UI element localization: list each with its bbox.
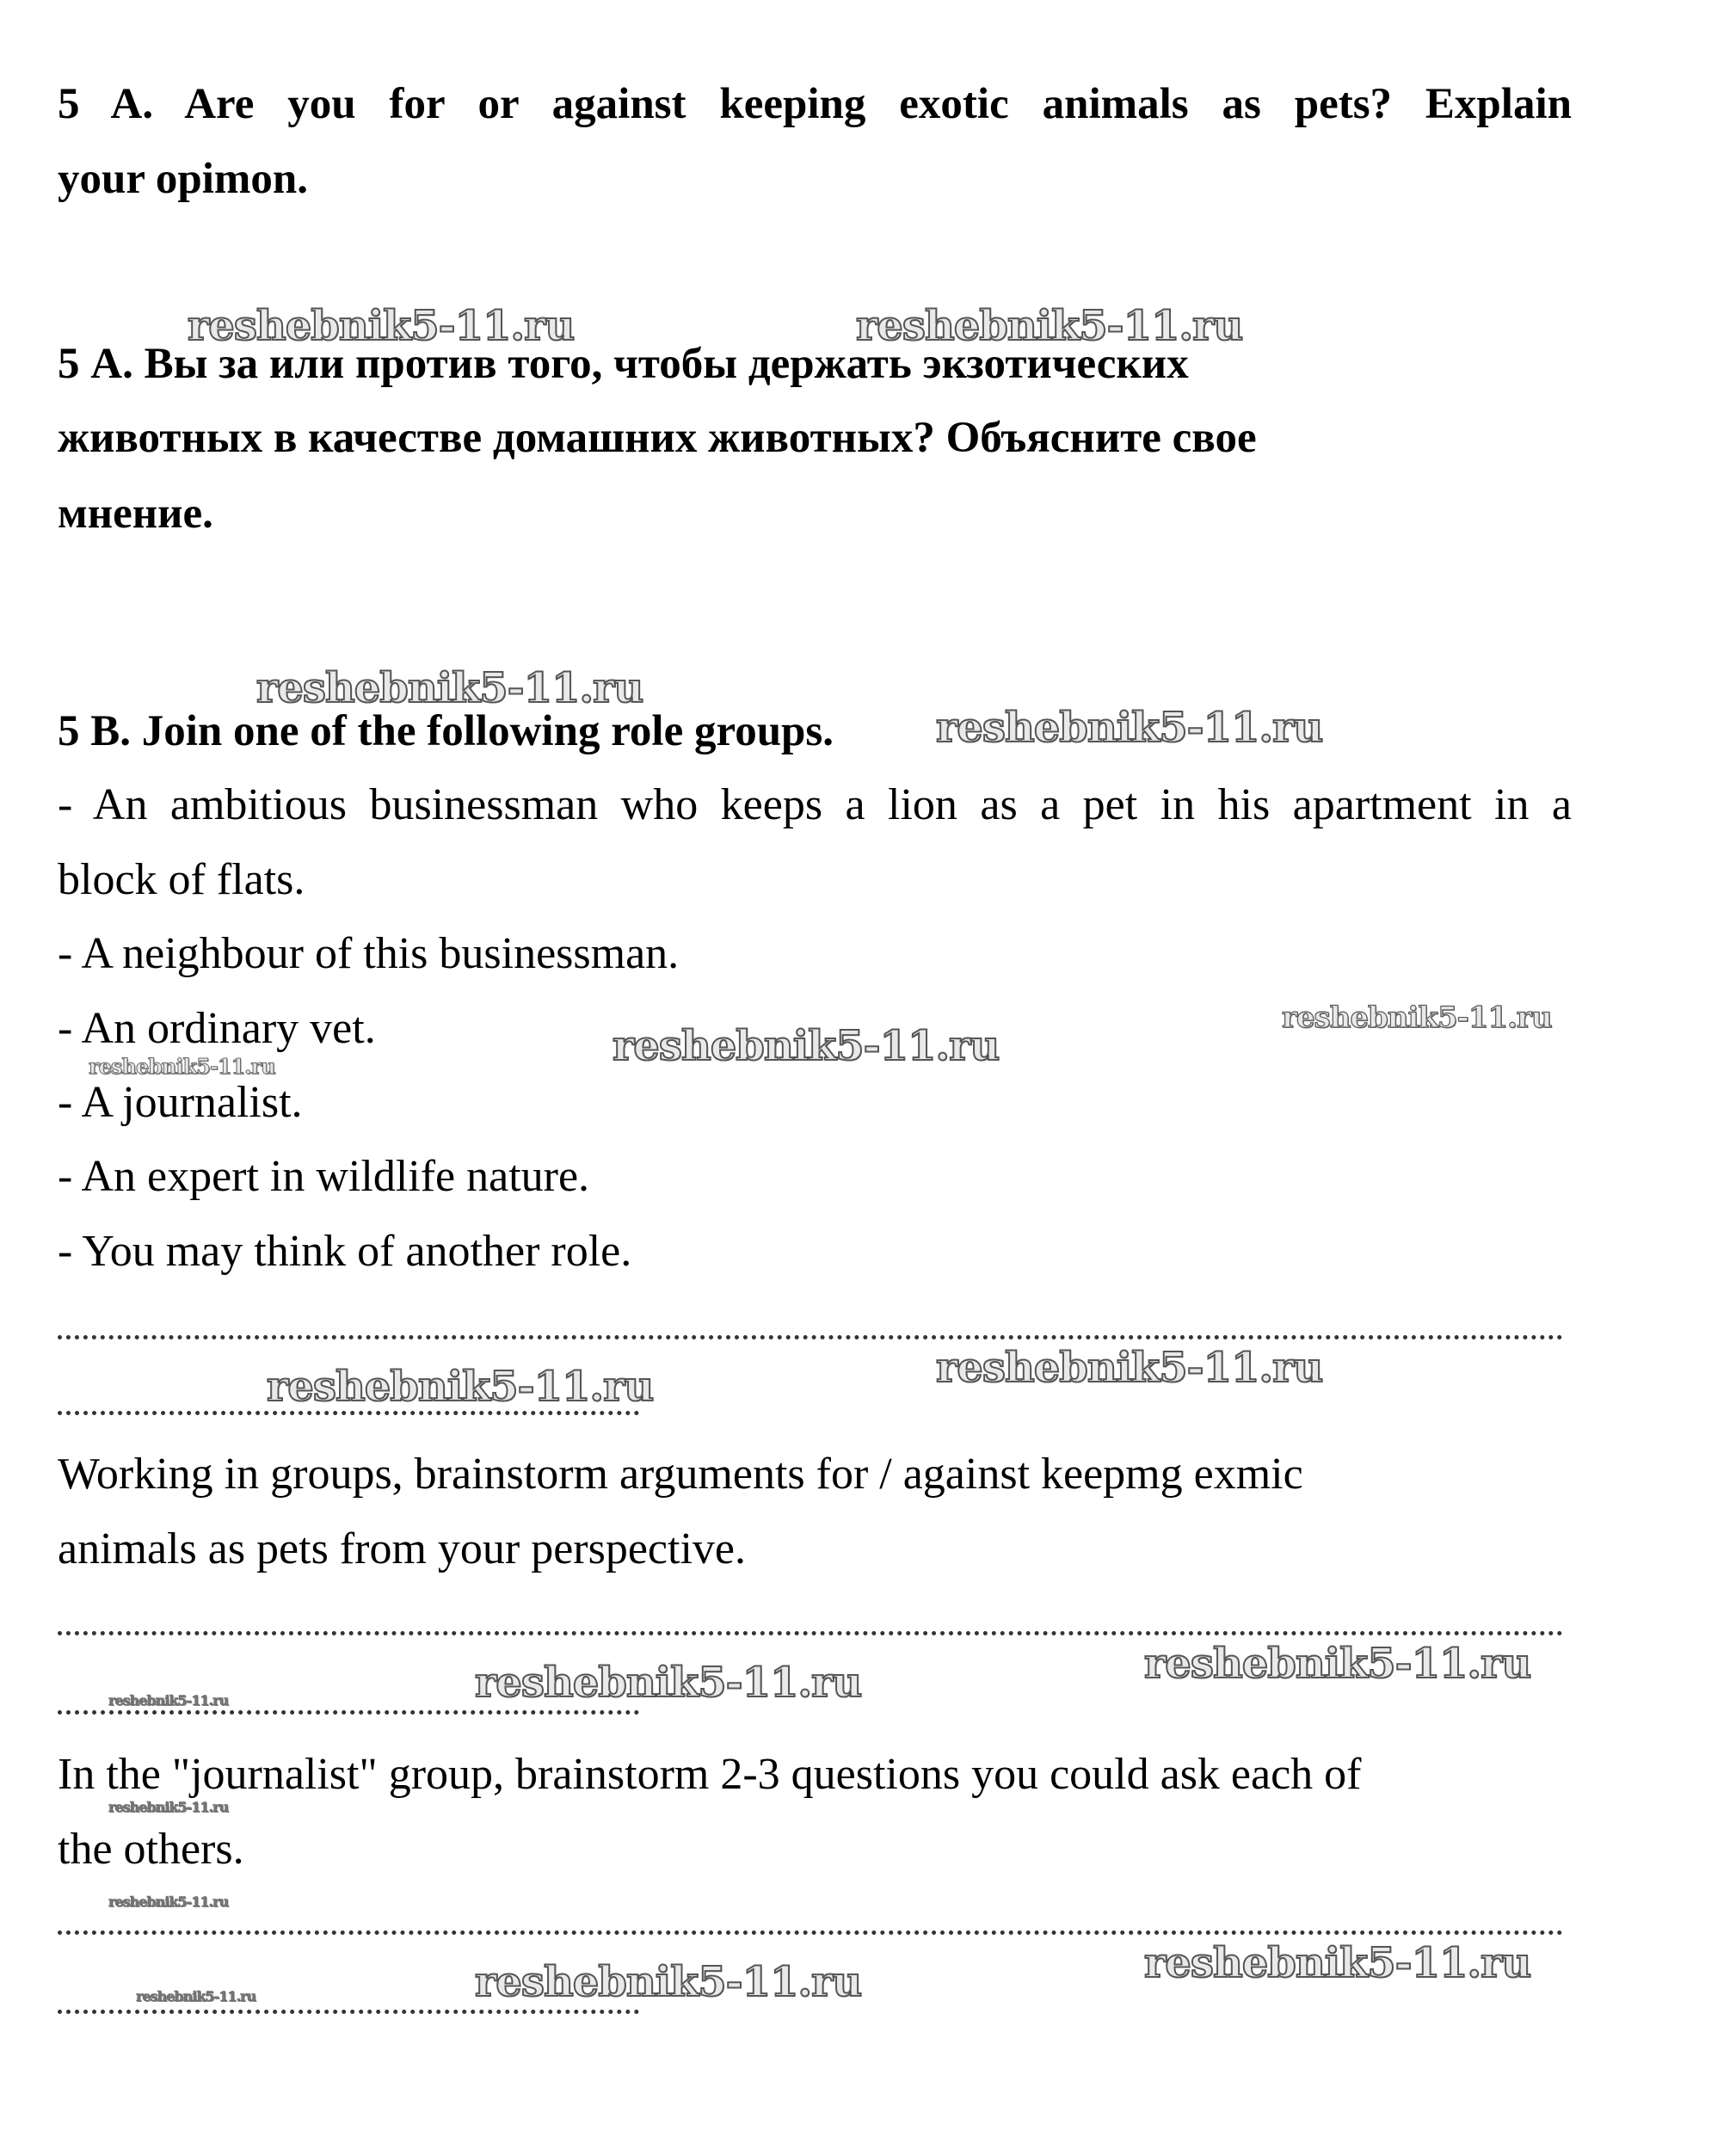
answer-line[interactable] (58, 1930, 1563, 1935)
watermark: reshebnik5-11.ru (475, 1659, 862, 1707)
task-5b-heading: 5 B. Join one of the following role groups. (58, 707, 834, 755)
instruction-1-line-2: animals as pets from your perspective. (58, 1524, 746, 1573)
task-5a-ru-line-3: мнение. (58, 490, 213, 538)
watermark: reshebnik5-11.ru (108, 1799, 229, 1815)
watermark: reshebnik5-11.ru (936, 1344, 1323, 1392)
answer-line[interactable] (58, 1411, 639, 1415)
answer-line[interactable] (58, 2010, 639, 2014)
instruction-2-line-1: In the "journalist" group, brainstorm 2-3 questions you could ask each of (58, 1750, 1362, 1799)
watermark: reshebnik5-11.ru (856, 302, 1243, 350)
role-item: - A neighbour of this businessman. (58, 929, 680, 978)
answer-line[interactable] (58, 1710, 639, 1715)
role-item: - An ambitious businessman who keeps a lion as a pet in his apartment in a (58, 780, 1572, 829)
watermark: reshebnik5-11.ru (136, 1988, 256, 2004)
watermark: reshebnik5-11.ru (267, 1363, 654, 1411)
watermark: reshebnik5-11.ru (256, 664, 643, 712)
watermark: reshebnik5-11.ru (1282, 1001, 1552, 1035)
instruction-2-line-2: the others. (58, 1825, 244, 1874)
watermark: reshebnik5-11.ru (1144, 1640, 1531, 1688)
watermark: reshebnik5-11.ru (108, 1893, 229, 1910)
role-item: - You may think of another role. (58, 1227, 632, 1276)
watermark: reshebnik5-11.ru (1144, 1939, 1531, 1987)
watermark: reshebnik5-11.ru (613, 1022, 1000, 1070)
watermark: reshebnik5-11.ru (108, 1692, 229, 1709)
role-item: - A journalist. (58, 1078, 303, 1127)
task-5a-ru-line-2: животных в качестве домашних животных? Объясните свое (58, 414, 1257, 462)
answer-line[interactable] (58, 1631, 1563, 1635)
task-5a-ru-line-1: 5 А. Вы за или против того, чтобы держать экзотических (58, 340, 1189, 388)
task-5a-en-line-2: your opimon. (58, 155, 308, 203)
watermark: reshebnik5-11.ru (936, 704, 1323, 752)
role-item: - An ordinary vet. (58, 1004, 376, 1053)
instruction-1-line-1: Working in groups, brainstorm arguments for / against keepmg exmic (58, 1450, 1303, 1499)
watermark: reshebnik5-11.ru (475, 1958, 862, 2006)
watermark: reshebnik5-11.ru (188, 302, 575, 350)
role-item: - An expert in wildlife nature. (58, 1152, 590, 1201)
task-5a-en-line-1: 5 A. Are you for or against keeping exotic animals as pets? Explain (58, 80, 1572, 128)
answer-line[interactable] (58, 1335, 1563, 1339)
role-item: block of flats. (58, 855, 305, 904)
watermark: reshebnik5-11.ru (89, 1054, 275, 1079)
